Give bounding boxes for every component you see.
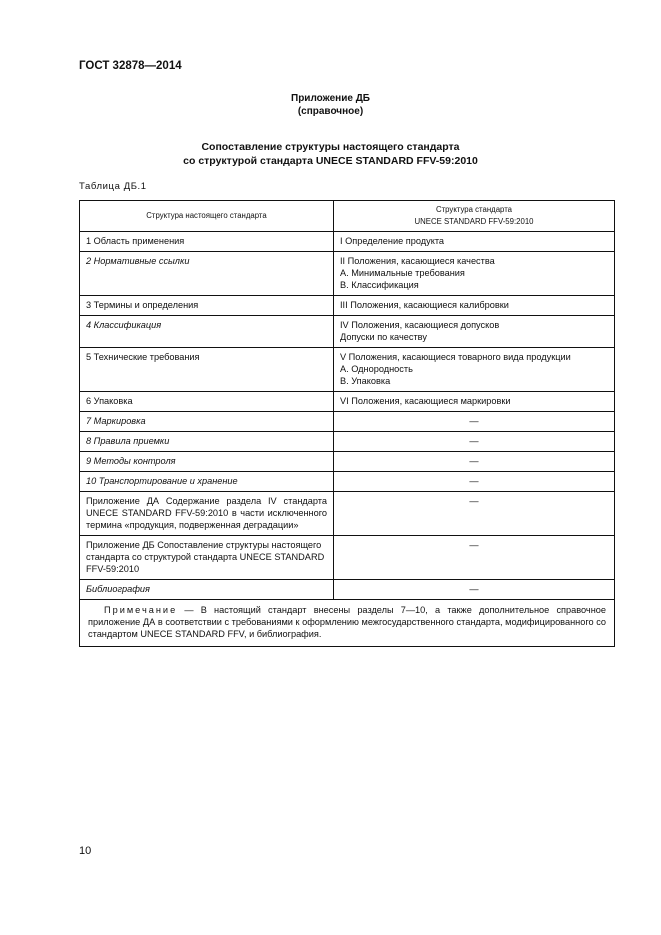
table-header-row (80, 201, 615, 232)
row-13-right: — (469, 584, 479, 594)
row-8-left: 8 Правила приемки (86, 436, 170, 446)
table-row (80, 536, 615, 580)
header-right-line-2: UNECE STANDARD FFV-59:2010 (414, 217, 534, 226)
row-5-left: 5 Технические требования (86, 352, 200, 362)
table-cell-right (334, 452, 615, 472)
row-11-left: Приложение ДА Содержание раздела IV стандарта UNECE STANDARD FFV-59:2010 в части исключенного термина «продукция, подверженная деградации» (86, 496, 327, 530)
page-number: 10 (79, 845, 92, 857)
table-cell-left (80, 580, 334, 600)
row-1-left: 1 Область применения (86, 236, 185, 246)
document-title-line-2: со структурой стандарта UNECE STANDARD FFV-59:2010 (183, 154, 478, 167)
table-row (80, 580, 615, 600)
row-5-right-line-2: А. Однородность (340, 364, 413, 374)
table-cell-right (334, 536, 615, 580)
header-left: Структура настоящего стандарта (80, 201, 334, 232)
row-11-right: — (469, 496, 479, 506)
row-3-left: 3 Термины и определения (86, 300, 199, 310)
table-cell-right (334, 348, 615, 392)
row-2-right-line-3: В. Классификация (340, 280, 419, 290)
row-3-right: III Положения, касающиеся калибровки (340, 300, 509, 310)
table-row (80, 432, 615, 452)
document-header: ГОСТ 32878—2014 (79, 60, 182, 72)
appendix-heading (0, 92, 661, 118)
table-row (80, 316, 615, 348)
table-cell-right (334, 412, 615, 432)
table-cell-left (80, 536, 334, 580)
table-row (80, 296, 615, 316)
row-4-right-line-2: Допуски по качеству (340, 332, 427, 342)
table-cell-right (334, 316, 615, 348)
table-cell-left (80, 492, 334, 536)
table-cell-left (80, 392, 334, 412)
table-row (80, 492, 615, 536)
table-cell-left (80, 252, 334, 296)
table-cell-right (334, 392, 615, 412)
table-cell-right (334, 492, 615, 536)
table-row (80, 452, 615, 472)
row-7-right: — (469, 416, 479, 426)
table-row (80, 348, 615, 392)
row-10-right: — (469, 476, 479, 486)
table-cell-left (80, 452, 334, 472)
structure-comparison-table (79, 200, 615, 647)
appendix-title: Приложение ДБ (291, 93, 370, 104)
appendix-subtitle: (справочное) (297, 106, 364, 117)
row-5-right-line-3: В. Упаковка (340, 376, 391, 386)
table-cell-left (80, 296, 334, 316)
table-label: Таблица ДБ.1 (79, 181, 147, 192)
table-note (80, 600, 615, 647)
row-2-left: 2 Нормативные ссылки (86, 256, 190, 266)
row-10-left: 10 Транспортирование и хранение (86, 476, 238, 486)
table-row (80, 232, 615, 252)
table-cell-left (80, 412, 334, 432)
table-cell-left (80, 232, 334, 252)
table-cell-right (334, 432, 615, 452)
table-note-row (80, 600, 615, 647)
row-9-right: — (469, 456, 479, 466)
row-4-left: 4 Классификация (86, 320, 162, 330)
row-9-left: 9 Методы контроля (86, 456, 176, 466)
row-2-right-line-2: А. Минимальные требования (340, 268, 465, 278)
table-cell-left (80, 432, 334, 452)
row-12-right: — (469, 540, 479, 550)
row-13-left: Библиография (86, 584, 150, 594)
row-5-right-line-1: V Положения, касающиеся товарного вида продукции (340, 352, 571, 362)
row-6-right: VI Положения, касающиеся маркировки (340, 396, 511, 406)
row-4-right-line-1: IV Положения, касающиеся допусков (340, 320, 500, 330)
row-7-left: 7 Маркировка (86, 416, 146, 426)
table-cell-left (80, 316, 334, 348)
row-8-right: — (469, 436, 479, 446)
header-right-line-1: Структура стандарта (435, 205, 513, 214)
table-row (80, 392, 615, 412)
document-title (0, 141, 661, 168)
table-cell-left (80, 348, 334, 392)
row-1-right: I Определение продукта (340, 236, 445, 246)
table-row (80, 412, 615, 432)
table-row (80, 252, 615, 296)
row-2-right-line-1: II Положения, касающиеся качества (340, 256, 495, 266)
table-note-lead: Примечание (104, 605, 178, 615)
table-cell-right (334, 252, 615, 296)
document-title-line-1: Сопоставление структуры настоящего стандарта (201, 141, 460, 153)
row-12-left: Приложение ДБ Сопоставление структуры настоящего стандарта со структурой стандарта UNECE STANDARD FFV-59:2010 (86, 540, 325, 574)
table-cell-right (334, 232, 615, 252)
row-6-left: 6 Упаковка (86, 396, 133, 406)
header-right (334, 201, 615, 232)
table-cell-right (334, 580, 615, 600)
table-cell-right (334, 472, 615, 492)
table-note-text: — В настоящий стандарт внесены разделы 7—10, а также дополнительное справочное приложение ДА в соответствии с требованиями к оформлению межгосударственного стандарта, модифицированного со стандартом UNECE STANDARD FFV, и библиография. (88, 605, 606, 639)
table-cell-right (334, 296, 615, 316)
table-row (80, 472, 615, 492)
table-cell-left (80, 472, 334, 492)
